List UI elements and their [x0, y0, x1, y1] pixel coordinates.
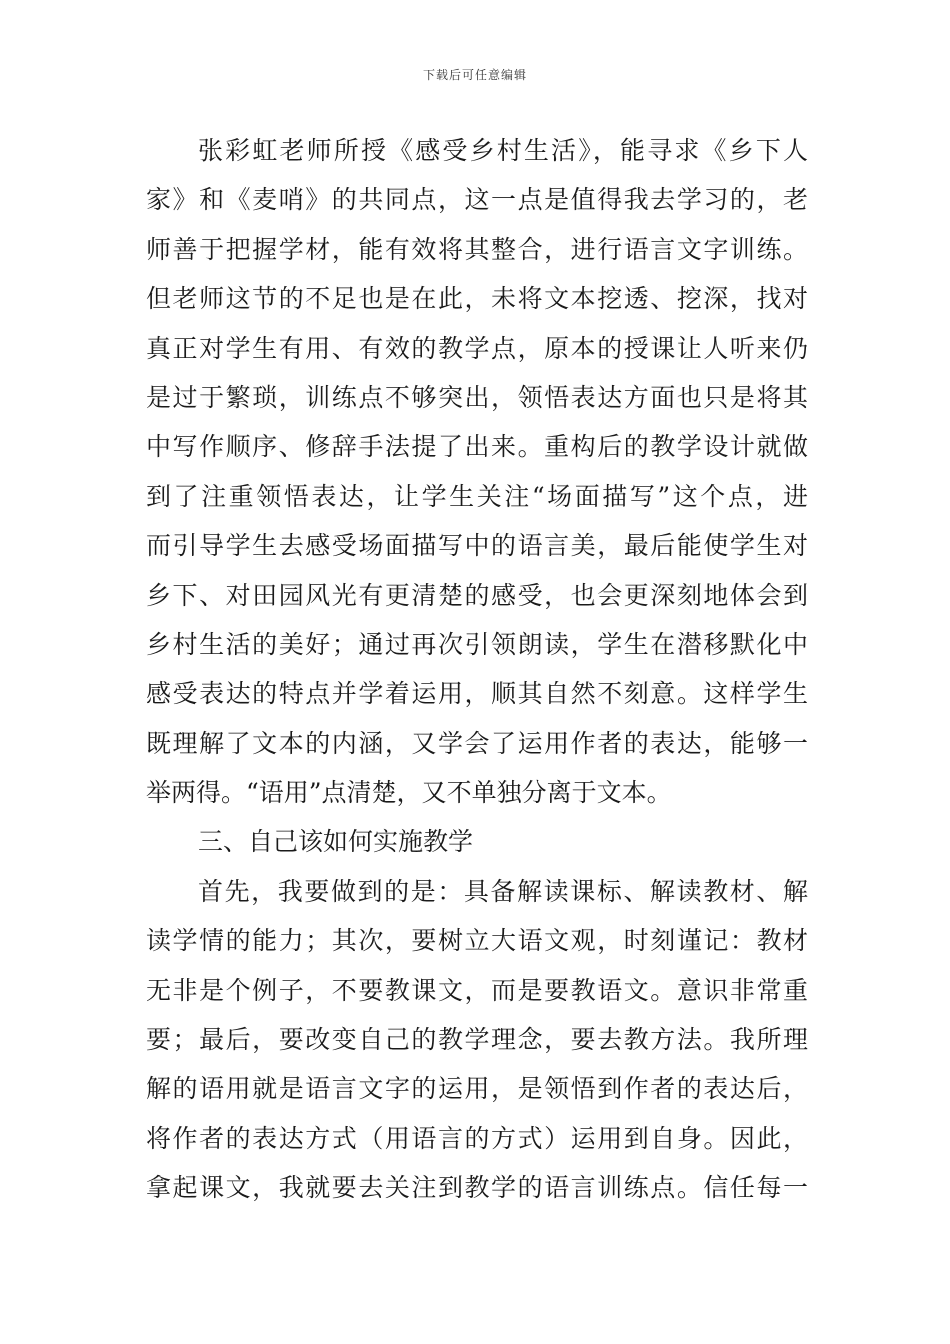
text-line: 乡下、对田园风光有更清楚的感受，也会更深刻地体会到 [146, 580, 808, 610]
text-line: 是过于繁琐，训练点不够突出，领悟表达方面也只是将其 [146, 382, 808, 412]
text-line: 无非是个例子，不要教课文，而是要教语文。意识非常重 [146, 975, 808, 1005]
text-line: 拿起课文，我就要去关注到教学的语言训练点。信任每一 [146, 1173, 808, 1203]
text-line: 将作者的表达方式（用语言的方式）运用到自身。因此， [146, 1123, 808, 1153]
text-line: 读学情的能力；其次，要树立大语文观，时刻谨记：教材 [146, 926, 808, 956]
text-line: 既理解了文本的内涵，又学会了运用作者的表达，能够一 [146, 728, 808, 758]
text-line: 三、自己该如何实施教学 [198, 827, 474, 857]
text-line: 要；最后，要改变自己的教学理念，要去教方法。我所理 [146, 1025, 808, 1055]
text-line: 到了注重领悟表达，让学生关注“场面描写”这个点，进 [146, 481, 808, 511]
text-line: 真正对学生有用、有效的教学点，原本的授课让人听来仍 [146, 333, 808, 363]
text-line: 家》和《麦哨》的共同点，这一点是值得我去学习的，老 [146, 185, 808, 215]
text-line: 而引导学生去感受场面描写中的语言美，最后能使学生对 [146, 531, 808, 561]
text-line: 感受表达的特点并学着运用，顺其自然不刻意。这样学生 [146, 679, 808, 709]
text-line: 师善于把握学材，能有效将其整合，进行语言文字训练。 [146, 234, 808, 264]
text-line: 张彩虹老师所授《感受乡村生活》，能寻求《乡下人 [198, 136, 808, 165]
text-line: 举两得。“语用”点清楚，又不单独分离于文本。 [146, 778, 672, 808]
document-body [146, 126, 808, 1213]
text-line: 乡村生活的美好；通过再次引领朗读，学生在潜移默化中 [146, 629, 808, 659]
text-line: 但老师这节的不足也是在此，未将文本挖透、挖深，找对 [146, 284, 808, 314]
text-line: 解的语用就是语言文字的运用，是领悟到作者的表达后， [146, 1074, 808, 1104]
text-line: 首先，我要做到的是：具备解读课标、解读教材、解 [198, 876, 808, 906]
page-header: 下载后可任意编辑 [422, 68, 527, 82]
text-line: 中写作顺序、修辞手法提了出来。重构后的教学设计就做 [146, 432, 808, 462]
